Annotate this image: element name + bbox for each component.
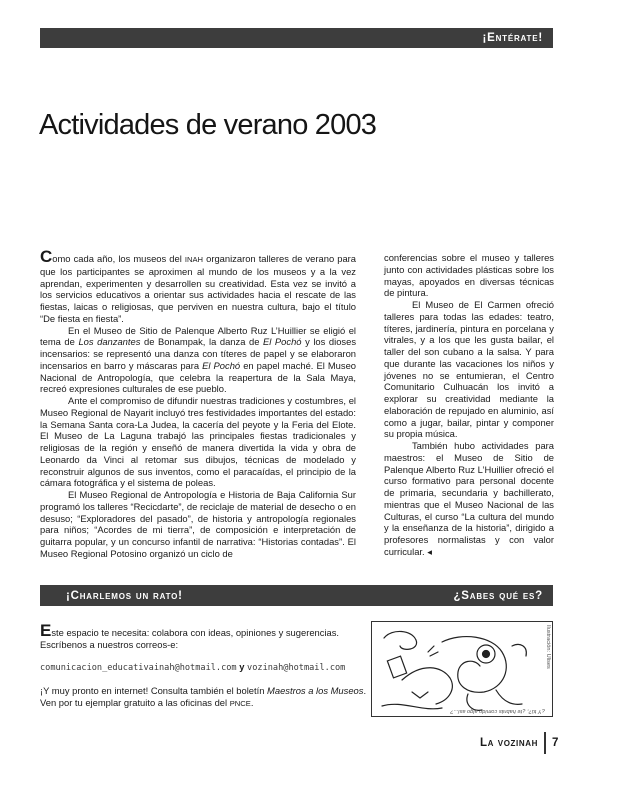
chat-section-label: ¡Charlemos un rato! — [66, 589, 183, 602]
contact-line: Escríbenos a nuestros correos-e: — [40, 638, 179, 650]
article-paragraph: El Museo Regional de Antropología e Historia de Baja California Sur programó los talleres “Recicdarte”, de reciclaje de material de desecho o en desuso; “Exploradores del pasado”, de historia y antropología regionales para niños; “Acordes de mi tierra”, de composición e interpretación de guitarra popular, y un concurso infantil de narrativa: “Historias contadas”. El Museo Regional Potosino organizó un ciclo de — [40, 489, 356, 559]
paragraph-text: ¡Y muy pronto en internet! Consulta también el boletín — [40, 685, 268, 697]
paragraph-text: También hubo actividades para maestros: el Museo de Sitio de Palenque Alberto Ruz L’Huillier ofreció el curso formativo para personal docente de primaria, secundaria y bachillerato, mientras que el Museo Nacional de las Culturas, el curso “La cultura del mundo y la enseñanza de la historia”, dirigido a profesores normalistas y con valor curricular. — [384, 440, 554, 557]
italic-title: El Pochó — [202, 359, 241, 371]
contact-line: ste espacio te necesita: colabora con ideas, opiniones y sugerencias. — [51, 627, 340, 638]
article-paragraph — [384, 440, 554, 558]
article-column-left — [40, 247, 357, 560]
section-bar — [40, 585, 553, 606]
paragraph-text: omo cada año, los museos del — [52, 253, 185, 264]
illustration-side-credit: Ilustración: Ulises — [545, 625, 551, 669]
email-list — [40, 661, 370, 675]
article-column-right — [384, 252, 554, 558]
drop-cap: E — [40, 621, 52, 640]
article-paragraph: Ante el compromiso de difundir nuestras tradiciones y costumbres, el Museo Regional de Nayarit incluyó tres festividades importantes del estado: la Semana Santa cora-La Judea, la cacería del peyote y la Feria del Elote. El Museo de La Laguna trabajó las principales fiestas tradicionales y religiosas de la región y enseñó de manera divertida la vida y obra de Leonardo da Vinci al retomar sus dibujos, técnicas de modelado y reconstruir algunos de sus inventos, como el paracaídas, el principio de la cámara fotográfica y el sistema de poleas. — [40, 395, 356, 489]
paragraph-text: y los dioses incensarios: se representó una danza con títeres de papel y se elaboraron incensarios en barro y máscaras para — [40, 336, 357, 371]
paragraph-text: de Bonampak, la danza de — [140, 336, 263, 348]
acronym-text: INAH — [184, 255, 204, 264]
paragraph-text: . — [250, 697, 254, 709]
paragraph-text: organizaron talleres de verano para que los participantes se aproximen al mundo de los museos y a la vez aprendan, experimenten y desarrollen su creatividad. Esta vez se invitó a los servicios educativos a orientar sus actividades hacia el rescate de las fiestas, laicas o religiosas, que perviven en nuestra cultura, bajo el título “De fiesta en fiesta”. — [40, 253, 356, 324]
italic-title: Los danzantes — [78, 336, 141, 348]
footer-divider — [544, 732, 546, 754]
paragraph-text: . Ven por tu ejemplar gratuito a las oficinas del — [40, 685, 367, 709]
end-of-article-icon: ◂ — [427, 545, 432, 557]
article-paragraph: conferencias sobre el museo y talleres junto con actividades plásticas sobre los mayas, apoyados en diversas técnicas de pintura. — [384, 252, 554, 299]
page-footer — [480, 732, 558, 754]
paragraph-text: En el Museo de Sitio de Palenque Alberto Ruz L’Huillier se eligió el tema de — [40, 324, 356, 348]
email-link[interactable]: comunicacion_educativainah@hotmail.com — [40, 662, 237, 673]
page-number: 7 — [552, 737, 559, 749]
article-paragraph — [40, 247, 356, 325]
drop-cap: C — [40, 247, 53, 266]
paragraph-text: en papel maché. El Museo Nacional de Antropología, que celebra la reapertura de la Sala Maya, recreó expresiones culturales de ese pueblo. — [40, 359, 357, 395]
article-paragraph: El Museo de El Carmen ofreció talleres para todas las edades: teatro, títeres, jardinería, pintura en porcelana y vitrales, y a los que les gusta bailar, el taller del son cubano a la salsa. Y para que durante las vacaciones los niños y jóvenes no se entumieran, el Centro Comunitario Culhuacán los invitó a explorar su creatividad mediante la elaboración de repujado en aluminio, así como a jugar, bailar, pintar y componer su propia música. — [384, 299, 554, 440]
italic-title: Maestros a los Museos — [267, 685, 364, 697]
quiz-section-label: ¿Sabes qué es? — [453, 589, 543, 602]
section-header-bar — [40, 28, 553, 48]
email-link[interactable]: vozinah@hotmail.com — [247, 662, 346, 673]
contact-intro — [40, 621, 370, 640]
connector-text: y — [239, 660, 245, 672]
article-title: Actividades de verano 2003 — [39, 109, 377, 141]
italic-title: El Pochó — [263, 336, 302, 348]
acronym-text: PNCE — [229, 699, 251, 709]
illustration-bottom-caption: ¿Y tú?, ¿te habrás comido algo así...? — [450, 708, 545, 714]
contact-closing — [40, 685, 370, 710]
contact-box — [40, 621, 370, 710]
section-label: ¡Entérate! — [482, 32, 543, 44]
article-paragraph — [40, 325, 356, 396]
chameleon-illustration — [372, 622, 554, 718]
publication-name: La vozinah — [480, 737, 538, 749]
illustration-frame — [371, 621, 553, 717]
